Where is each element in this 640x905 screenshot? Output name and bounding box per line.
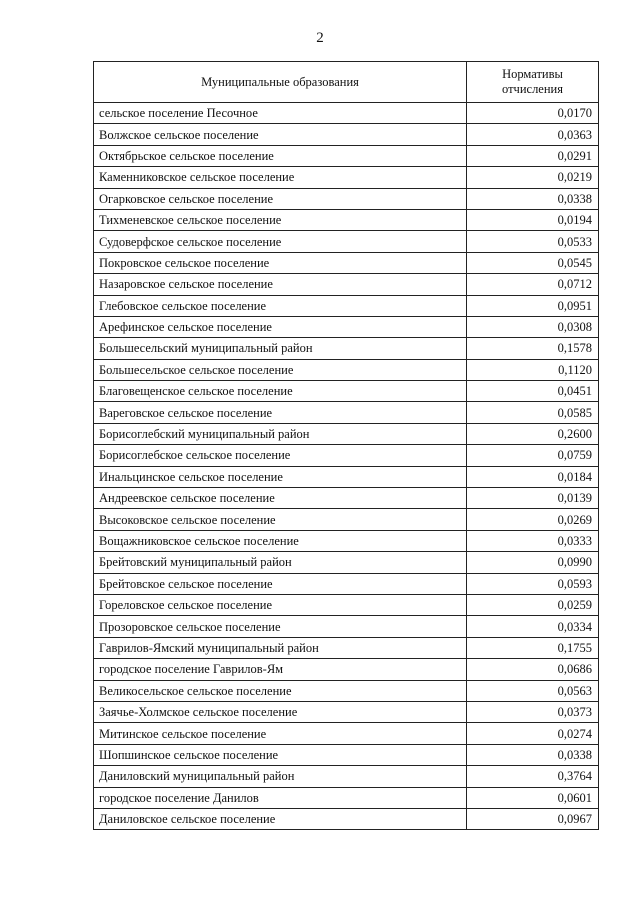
table-row [94,680,599,701]
norm-value: 0,0533 [467,231,599,252]
table-row [94,167,599,188]
norm-value: 0,0545 [467,252,599,273]
norm-value: 0,3764 [467,766,599,787]
municipality-name: Большесельское сельское поселение [94,359,467,380]
table-row [94,445,599,466]
norms-table [93,61,599,830]
norm-value: 0,1755 [467,637,599,658]
table-header-row [94,62,599,103]
norm-value: 0,0967 [467,808,599,829]
table-row [94,573,599,594]
norm-value: 0,0601 [467,787,599,808]
norm-value: 0,0274 [467,723,599,744]
table-row [94,594,599,615]
norm-value: 0,0291 [467,145,599,166]
municipality-name: Волжское сельское поселение [94,124,467,145]
municipality-name: Благовещенское сельское поселение [94,381,467,402]
municipality-name: Прозоровское сельское поселение [94,616,467,637]
municipality-name: Борисоглебское сельское поселение [94,445,467,466]
table-row [94,231,599,252]
table-row [94,701,599,722]
municipality-name: Заячье-Холмское сельское поселение [94,701,467,722]
norm-value: 0,0585 [467,402,599,423]
table-row [94,808,599,829]
municipality-name: Даниловский муниципальный район [94,766,467,787]
norm-value: 0,1578 [467,338,599,359]
table-row [94,316,599,337]
table-row [94,488,599,509]
municipality-name: Назаровское сельское поселение [94,274,467,295]
table-row [94,359,599,380]
municipality-name: Брейтовский муниципальный район [94,552,467,573]
table-row [94,466,599,487]
municipality-name: Андреевское сельское поселение [94,488,467,509]
municipality-name: Инальцинское сельское поселение [94,466,467,487]
norm-value: 0,1120 [467,359,599,380]
table-row [94,209,599,230]
municipality-name: Покровское сельское поселение [94,252,467,273]
header-norms [467,62,599,103]
norm-value: 0,0338 [467,188,599,209]
norm-value: 0,0308 [467,316,599,337]
norm-value: 0,0563 [467,680,599,701]
municipality-name: Вареговское сельское поселение [94,402,467,423]
table-row [94,423,599,444]
norm-value: 0,0451 [467,381,599,402]
municipality-name: Судоверфское сельское поселение [94,231,467,252]
table-row [94,637,599,658]
norm-value: 0,0333 [467,530,599,551]
municipality-name: Митинское сельское поселение [94,723,467,744]
norm-value: 0,0686 [467,659,599,680]
municipality-name: Тихменевское сельское поселение [94,209,467,230]
norm-value: 0,0338 [467,744,599,765]
norm-value: 0,0269 [467,509,599,530]
header-norms-line1: Нормативы [502,67,563,81]
norm-value: 0,0170 [467,103,599,124]
municipality-name: Шопшинское сельское поселение [94,744,467,765]
table-row [94,723,599,744]
norm-value: 0,0194 [467,209,599,230]
table-row [94,530,599,551]
table-row [94,787,599,808]
municipality-name: Гореловское сельское поселение [94,594,467,615]
norm-value: 0,0363 [467,124,599,145]
table-row [94,766,599,787]
table-row [94,295,599,316]
table-row [94,744,599,765]
norm-value: 0,0990 [467,552,599,573]
norm-value: 0,0139 [467,488,599,509]
norm-value: 0,0759 [467,445,599,466]
table-row [94,338,599,359]
norm-value: 0,0184 [467,466,599,487]
table-body [94,103,599,830]
table-row [94,252,599,273]
table-row [94,103,599,124]
norm-value: 0,0593 [467,573,599,594]
municipality-name: городское поселение Гаврилов-Ям [94,659,467,680]
table-row [94,616,599,637]
header-norms-line2: отчисления [502,82,563,96]
table-row [94,402,599,423]
municipality-name: Даниловское сельское поселение [94,808,467,829]
table-row [94,381,599,402]
municipality-name: Каменниковское сельское поселение [94,167,467,188]
municipality-name: Октябрьское сельское поселение [94,145,467,166]
table-row [94,124,599,145]
norm-value: 0,0219 [467,167,599,188]
norm-value: 0,0712 [467,274,599,295]
municipality-name: Высоковское сельское поселение [94,509,467,530]
page-number: 2 [316,30,324,46]
municipality-name: Огарковское сельское поселение [94,188,467,209]
municipality-name: Гаврилов-Ямский муниципальный район [94,637,467,658]
municipality-name: Брейтовское сельское поселение [94,573,467,594]
municipality-name: Борисоглебский муниципальный район [94,423,467,444]
table-row [94,552,599,573]
table-row [94,659,599,680]
table-row [94,509,599,530]
municipality-name: сельское поселение Песочное [94,103,467,124]
norm-value: 0,0951 [467,295,599,316]
table-row [94,145,599,166]
norm-value: 0,2600 [467,423,599,444]
municipality-name: Вощажниковское сельское поселение [94,530,467,551]
norm-value: 0,0334 [467,616,599,637]
header-municipalities: Муниципальные образования [94,62,467,103]
municipality-name: Глебовское сельское поселение [94,295,467,316]
municipality-name: Арефинское сельское поселение [94,316,467,337]
municipality-name: городское поселение Данилов [94,787,467,808]
municipality-name: Большесельский муниципальный район [94,338,467,359]
norm-value: 0,0373 [467,701,599,722]
table-row [94,188,599,209]
municipality-name: Великосельское сельское поселение [94,680,467,701]
norm-value: 0,0259 [467,594,599,615]
table-row [94,274,599,295]
